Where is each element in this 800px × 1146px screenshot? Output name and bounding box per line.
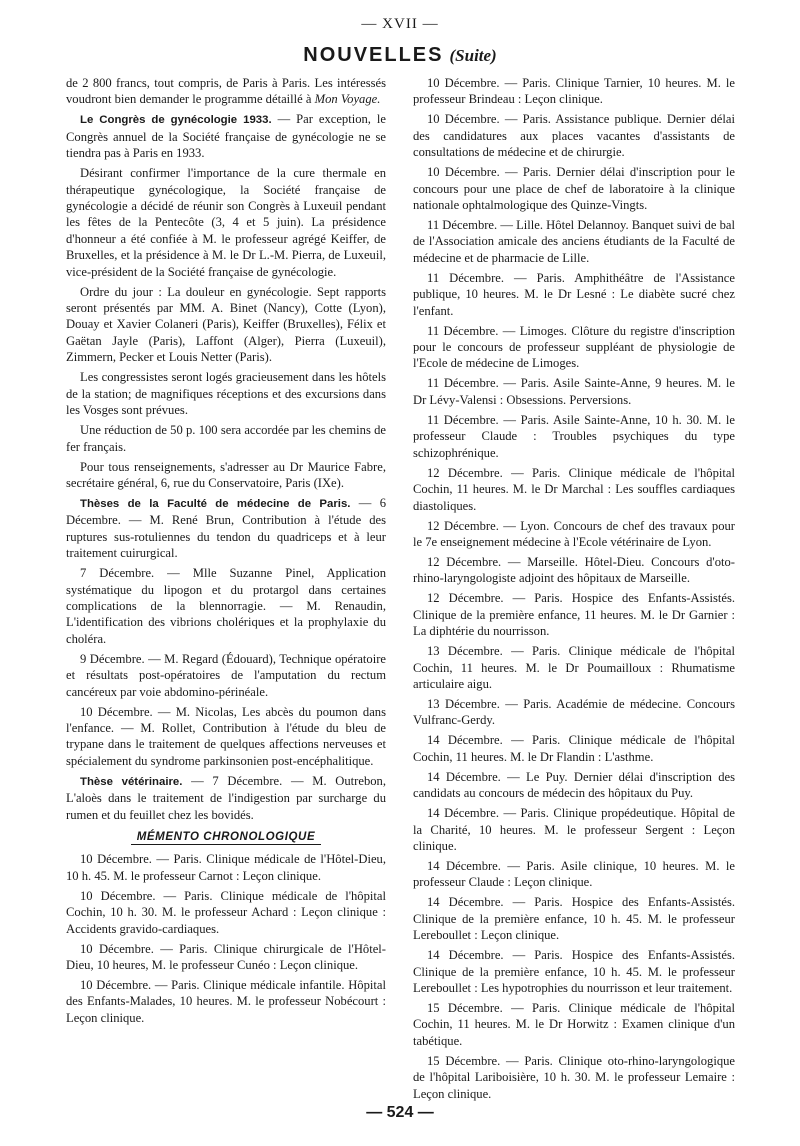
left-column [66, 75, 386, 1030]
agenda-entry: 10 Décembre. — Paris. Assistance publique. Dernier délai des candidatures aux places vacantes d'assistants de consultations de médecine et de chirurgie. [413, 112, 735, 160]
agenda-entry: 13 Décembre. — Paris. Clinique médicale de l'hôpital Cochin, 11 heures. M. le Dr Poumailloux : Rhumatisme articulaire aigu. [413, 644, 735, 691]
agenda-entry: 14 Décembre. — Paris. Hospice des Enfants-Assistés. Clinique de la première enfance, 10 h. 45. M. le professeur Lereboullet : Leçon clinique. [413, 895, 735, 943]
running-title [0, 44, 800, 67]
paragraph: 7 Décembre. — Mlle Suzanne Pinel, Application systématique du lipogon et du protargol dans certaines complications de la blennorragie. — M. Renaudin, L'identification des vibrions cholériques et la prophylaxie du choléra. [66, 566, 386, 646]
agenda-entry: 10 Décembre. — Paris. Clinique médicale de l'Hôtel-Dieu, 10 h. 45. M. le professeur Carnot : Leçon clinique. [66, 852, 386, 883]
paragraph-these-vet [66, 773, 386, 823]
title-suffix: (Suite) [449, 46, 497, 65]
agenda-entry: 14 Décembre. — Paris. Hospice des Enfants-Assistés. Clinique de la première enfance, 10 h. 45. M. le professeur Lereboullet : Les hypotrophies du nourrisson et leur traitement. [413, 948, 735, 995]
agenda-entry: 14 Décembre. — Paris. Clinique propédeutique. Hôpital de la Charité, 10 heures. M. le professeur Sergent : Leçon clinique. [413, 806, 735, 853]
memento-title: MÉMENTO CHRONOLOGIQUE [131, 831, 322, 845]
paragraph: 9 Décembre. — M. Regard (Édouard), Technique opératoire et résultats post-opératoires de l'amputation du rectum cancéreux par voie abdomino-périnéale. [66, 651, 386, 699]
agenda-entry: 10 Décembre. — Paris. Dernier délai d'inscription pour le concours pour une place de chef de laboratoire à la clinique nationale ophtalmologique des Quinze-Vingts. [413, 165, 735, 213]
paragraph-congres [66, 111, 386, 161]
paragraph [66, 75, 386, 108]
agenda-entry: 10 Décembre. — Paris. Clinique médicale infantile. Hôpital des Enfants-Malades, 10 heures. M. le professeur Nobécourt : Leçon clinique. [66, 978, 386, 1025]
paragraph: Pour tous renseignements, s'adresser au Dr Maurice Fabre, secrétaire général, 6, rue du Conservatoire, Paris (IXe). [66, 459, 386, 490]
agenda-entry: 11 Décembre. — Lille. Hôtel Delannoy. Banquet suivi de bal de l'Association amicale des anciens étudiants de la Faculté de médecine et de pharmacie de Lille. [413, 218, 735, 265]
section-heading: Thèse vétérinaire. [80, 775, 183, 788]
paragraph: Ordre du jour : La douleur en gynécologie. Sept rapports seront présentés par MM. A. Binet (Nancy), Cotte (Lyon), Douay et Xavier Colaneri (Paris), Keiffer (Bruxelles), Félix et Gaëtan Jayle (Paris), Laffont (Alger), Pierra (Luxeuil), Zimmern, Pecker et Louis Netter (Paris). [66, 284, 386, 365]
paragraph: 10 Décembre. — M. Nicolas, Les abcès du poumon dans l'enfance. — M. Rollet, Contribution à l'étude du bleu de trypane dans le traitement de quelques affections nerveuses et spécialement du syndrome parkinsonien post-encéphalitique. [66, 704, 386, 768]
memento-heading [66, 829, 386, 845]
italic-text: Mon Voyage. [314, 92, 381, 107]
title-main: NOUVELLES [303, 44, 444, 66]
agenda-entry: 15 Décembre. — Paris. Clinique médicale de l'hôpital Cochin, 11 heures. M. le Dr Horwitz : Examen clinique d'un tabétique. [413, 1001, 735, 1048]
agenda-entry: 12 Décembre. — Lyon. Concours de chef des travaux pour le 7e enseignement médecine à l'Ecole vétérinaire de Lyon. [413, 518, 735, 549]
agenda-entry: 14 Décembre. — Paris. Clinique médicale de l'hôpital Cochin, 11 heures. M. le Dr Flandin : L'asthme. [413, 733, 735, 764]
agenda-entry: 10 Décembre. — Paris. Clinique Tarnier, 10 heures. M. le professeur Brindeau : Leçon clinique. [413, 76, 735, 107]
text: — 6 Décembre. — M. René Brun, Contribution à l'étude des ruptures sus-rotuliennes du tendon du quadriceps et à leur traitement cuirurgical. [66, 495, 387, 561]
agenda-entry: 11 Décembre. — Paris. Asile Sainte-Anne, 9 heures. M. le Dr Lévy-Valensi : Obsessions. Perversions. [413, 376, 735, 407]
agenda-entry: 13 Décembre. — Paris. Académie de médecine. Concours Vulfranc-Gerdy. [413, 696, 735, 728]
agenda-entry: 12 Décembre. — Paris. Clinique médicale de l'hôpital Cochin, 11 heures. M. le Dr Marchal : Les souffles cardiaques diastoliques. [413, 465, 735, 513]
text: de 2 800 francs, tout compris, de Paris à Paris. Les intéressés voudront bien demander le programme détaillé à [66, 76, 386, 107]
agenda-entry: 15 Décembre. — Paris. Clinique oto-rhino-laryngologique de l'hôpital Lariboisière, 10 h. 30. M. le professeur Lemaire : Leçon clinique. [413, 1053, 735, 1101]
paragraph: Les congressistes seront logés gracieusement dans les hôtels de la station; de magnifiques réceptions et des excursions dans les Vosges sont prévues. [66, 370, 386, 418]
text: — Par exception, le Congrès annuel de la Société française de gynécologie ne se tiendra pas à Paris en 1933. [66, 112, 386, 161]
agenda-entry: 11 Décembre. — Paris. Asile Sainte-Anne, 10 h. 30. M. le professeur Claude : Troubles psychiques du type schizophrénique. [413, 412, 735, 460]
page-number: — 524 — [366, 1104, 434, 1121]
paragraph-theses [66, 495, 386, 562]
paragraph: Une réduction de 50 p. 100 sera accordée par les chemins de fer français. [66, 423, 386, 454]
right-column [413, 75, 735, 1106]
agenda-entry: 12 Décembre. — Paris. Hospice des Enfants-Assistés. Clinique de la première enfance, 11 heures. M. le Dr Garnier : La diphtérie du nourrisson. [413, 591, 735, 639]
agenda-entry: 12 Décembre. — Marseille. Hôtel-Dieu. Concours d'oto-rhino-laryngologiste adjoint des hôpitaux de Marseille. [413, 554, 735, 586]
text: — 7 Décembre. — M. Outrebon, L'aloès dans le traitement de l'indigestion par surcharge du rumen et du feuillet chez les bovidés. [66, 773, 386, 822]
agenda-entry: 10 Décembre. — Paris. Clinique chirurgicale de l'Hôtel-Dieu, 10 heures, M. le professeur Cunéo : Leçon clinique. [66, 941, 386, 973]
section-heading: Thèses de la Faculté de médecine de Paris. [80, 497, 351, 510]
section-heading: Le Congrès de gynécologie 1933. [80, 114, 272, 127]
agenda-entry: 10 Décembre. — Paris. Clinique médicale de l'hôpital Cochin, 10 h. 30. M. le professeur Achard : Leçon clinique : Accidents gravido-cardiaques. [66, 888, 386, 936]
roman-page-number: — XVII — [361, 16, 439, 32]
agenda-entry: 14 Décembre. — Le Puy. Dernier délai d'inscription des candidats au concours de médecin des hôpitaux du Puy. [413, 769, 735, 801]
agenda-entry: 11 Décembre. — Paris. Amphithéâtre de l'Assistance publique, 10 heures. M. le Dr Lesné : Le diabète sucré chez l'enfant. [413, 270, 735, 318]
paragraph: Désirant confirmer l'importance de la cure thermale en thérapeutique gynécologique, la Société française de gynécologie a décidé de réunir son Congrès à Luxeuil pendant les fêtes de la Pentecôte (3, 4 et 5 juin). La présidence d'honneur a été confiée à M. le professeur agrégé Keiffer, de Bruxelles, et la présidence à M. le Dr L.-M. Pierra, de Luxeuil, vice-président de la Société française de gynécologie. [66, 166, 386, 279]
agenda-entry: 11 Décembre. — Limoges. Clôture du registre d'inscription pour le concours de professeur suppléant de physiologie de l'Ecole de médecine de Limoges. [413, 323, 735, 371]
agenda-entry: 14 Décembre. — Paris. Asile clinique, 10 heures. M. le professeur Claude : Leçon clinique. [413, 858, 735, 890]
